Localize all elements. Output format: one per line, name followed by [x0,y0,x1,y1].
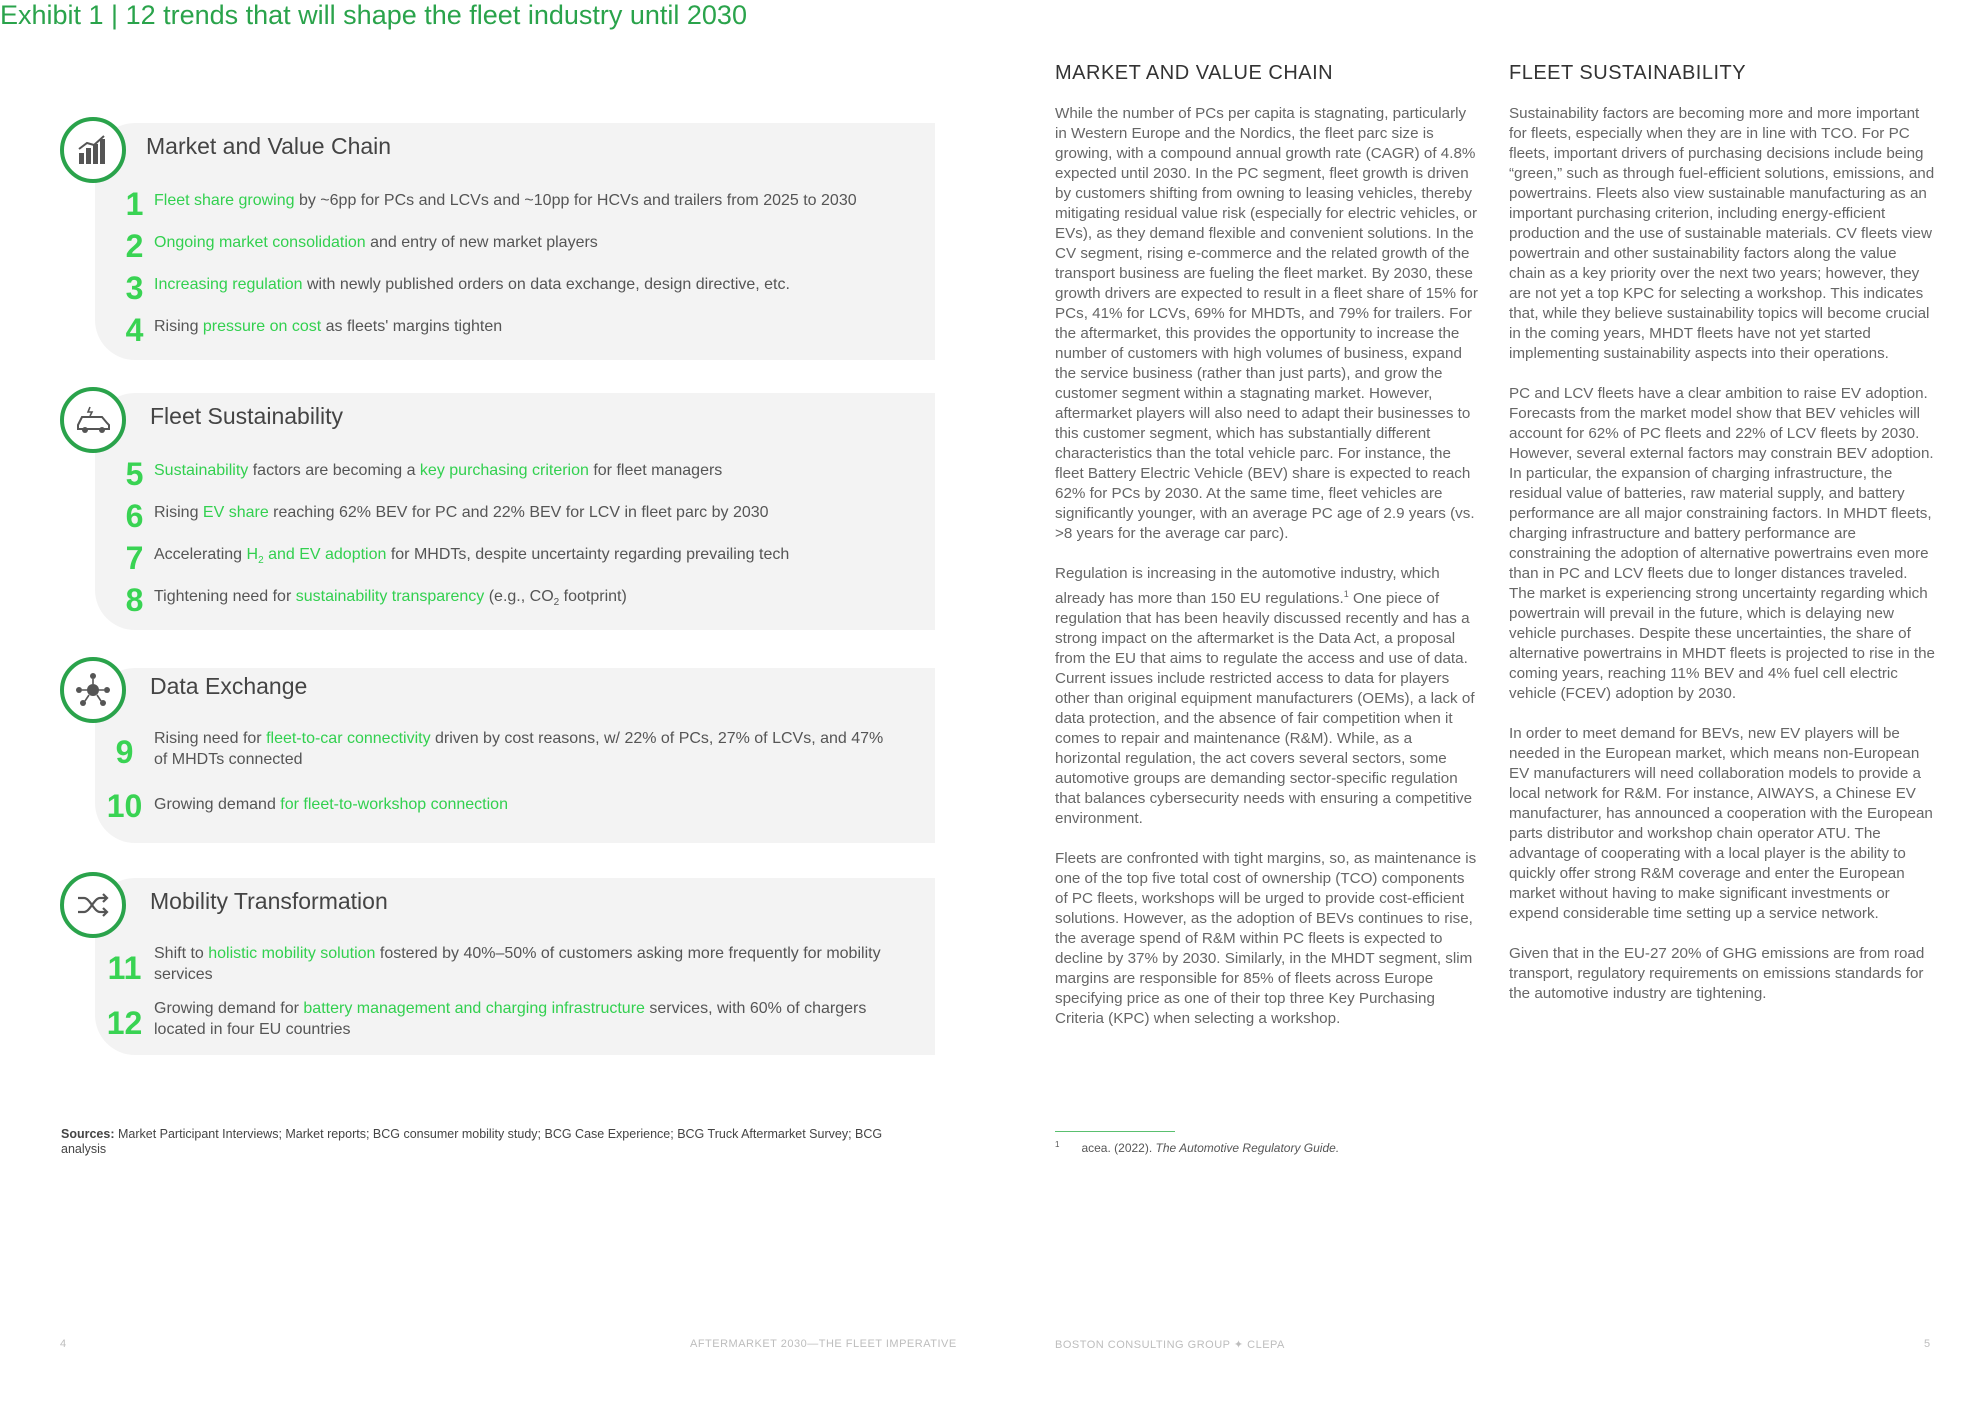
item-text: as fleets' margins tighten [321,318,503,335]
market-paragraph-2 [1055,564,1480,829]
item-highlight: Increasing regulation [154,276,303,293]
item-text-mid: factors are becoming a [248,462,420,479]
footnote-number: 1 [1055,1140,1060,1149]
footnote-italic: The Automotive Regulatory Guide. [1155,1141,1340,1155]
item-text-sub: 2 [553,597,560,609]
item-number: 1 [125,186,144,222]
footer-left-title: AFTERMARKET 2030—THE FLEET IMPERATIVE [690,1338,957,1350]
section-title-mobility: Mobility Transformation [150,888,388,914]
item-number: 11 [107,950,142,986]
item-highlight: Sustainability [154,462,249,479]
item-text: with newly published orders on data exchange, design directive, etc. [302,276,790,293]
item-highlight: Fleet share growing [154,192,295,209]
sustainability-paragraph-4: Given that in the EU-27 20% of GHG emissions are from road transport, regulatory requirements on emissions standards for the automotive industry are tightening. [1509,945,1925,1002]
list-item [62,728,884,772]
sustainability-paragraph-3: In order to meet demand for BEVs, new EV players will be needed in the European market, which means non-European EV manufacturers will need collaboration models to provide a local network for R&M. For instance, AIWAYS, a Chinese EV manufacturer, has announced a cooperation with the European parts distributor and workshop chain operator ATU. The advantage of cooperating with a local player is the ability to quickly offer strong R&M coverage and enter the European market without having to make significant investments or expend considerable time setting up a service network. [1509,725,1933,922]
item-number: 5 [125,456,144,492]
item-text-pre: Accelerating [154,546,247,563]
section-title-market: Market and Value Chain [146,133,392,159]
list-item [62,998,867,1042]
item-highlight: battery management and charging infrastructure [303,1000,645,1017]
market-paragraph-2b: One piece of regulation that has been heavily discussed recently and has a strong impact on the aftermarket is the Data Act, a proposal from the EU that aims to regulate the access and use of data. Current issues include restricted access to data for players other than original equipment manufacturers (OEMs), a lack of data protection, and the absence of fair competition when it comes to repair and maintenance (R&M). While, as a horizontal regulation, the act covers several sectors, some automotive groups are demanding sector-specific regulation that balances cybersecurity needs with ensuring a competitive environment. [1055,590,1475,828]
item-text-pre: Growing demand [154,796,281,813]
item-number: 3 [125,270,144,306]
item-text: services, with 60% of chargers located in four EU countries [154,1000,867,1038]
item-highlight: pressure on cost [202,318,322,335]
item-text-pre: Rising need for [154,730,267,747]
market-paragraph-2a: Regulation is increasing in the automotive industry, which already has more than 150 EU regulations. [1055,565,1440,608]
sustainability-column-body [1509,104,1937,1024]
item-text: fostered by 40%–50% of customers asking more frequently for mobility services [154,945,881,983]
item-highlight-sub: 2 [258,555,264,567]
item-highlight: H [246,546,259,563]
item-text-pre: Growing demand for [154,1000,304,1017]
exhibit-title: Exhibit 1 | 12 trends that will shape the fleet industry until 2030 [0,0,747,30]
sources-note [61,1127,921,1157]
item-number: 8 [125,582,144,618]
market-column-heading: MARKET AND VALUE CHAIN [1055,62,1334,84]
footnote-text: acea. (2022). [1081,1141,1156,1155]
item-highlight-b: and EV adoption [263,546,387,563]
network-icon [60,657,126,723]
item-text: for MHDTs, despite uncertainty regarding prevailing tech [386,546,790,563]
item-number: 12 [106,1005,143,1041]
footer-right-page-number: 5 [1924,1338,1931,1350]
footnote-ref: 1 [1343,589,1349,599]
item-highlight: sustainability transparency [295,588,485,605]
item-text-pre: Shift to [154,945,209,962]
footnote-divider [1055,1131,1175,1132]
item-highlight: Ongoing market consolidation [154,234,366,251]
item-highlight: for fleet-to-workshop connection [280,796,508,813]
item-text-b: footprint) [559,588,627,605]
electric-car-icon [60,387,126,453]
item-number: 4 [125,312,144,348]
item-number: 2 [125,228,144,264]
market-column-body [1055,104,1480,1049]
item-text-pre: Tightening need for [154,588,296,605]
item-text-pre: Rising [154,318,203,335]
item-text: and entry of new market players [365,234,598,251]
market-paragraph-3: Fleets are confronted with tight margins, so, as maintenance is one of the top five total cost of ownership (TCO) components of PC fleets, workshops will be urged to provide cost-efficient solutions. However, as the adoption of BEVs continues to rise, the average spend of R&M within PC fleets is expected to decline by 37% by 2030. Similarly, in the MHDT segment, slim margins are responsible for 85% of fleets across Europe specifying price as one of their top three Key Purchasing Criteria (KPC) when selecting a workshop. [1055,850,1477,1028]
item-highlight-2: key purchasing criterion [419,462,589,479]
sources-text: Market Participant Interviews; Market reports; BCG consumer mobility study; BCG Case Experience; BCG Truck Aftermarket Survey; BCG analysis [61,1127,883,1156]
item-text: reaching 62% BEV for PC and 22% BEV for LCV in fleet parc by 2030 [268,504,769,521]
sustainability-paragraph-2: PC and LCV fleets have a clear ambition to raise EV adoption. Forecasts from the market model show that BEV vehicles will account for 62% of PC fleets and 22% of LCV fleets by 2030. However, several external factors may constrain BEV adoption. In particular, the expansion of charging infrastructure, the residual value of batteries, raw material supply, and battery performance are all major constraining factors. In MHDT fleets, charging infrastructure and battery performance are constraining the adoption of alternative powertrains even more than in PC and LCV fleets due to longer distances traveled. The market is experiencing strong uncertainty regarding which powertrain will prevail in the future, which is delaying new vehicle purchases. Despite these uncertainties, the share of alternative powertrains in MHDT fleets is projected to rise in the coming years, reaching 11% BEV and 4% fuel cell electric vehicle (FCEV) adoption by 2030. [1509,385,1935,702]
sustainability-paragraph-1: Sustainability factors are becoming more and more important for fleets, especially when they are in line with TCO. For PC fleets, important drivers of purchasing decisions include being “green,” such as through fuel-efficient solutions, emissions, and powertrains. Fleets also view sustainable manufacturing as an important purchasing criterion, including energy-efficient production and the use of sustainable materials. CV fleets view powertrain and other sustainability factors along the value chain as a key priority over the next two years; however, they are not yet a top KPC for selecting a workshop. This indicates that, while they believe sustainability topics will become crucial in the coming years, MHDT fleets have not yet started implementing sustainability aspects into their operations. [1509,105,1935,362]
shuffle-icon [60,872,126,938]
item-text: by ~6pp for PCs and LCVs and ~10pp for HCVs and trailers from 2025 to 2030 [294,192,857,209]
section-title-sustainability: Fleet Sustainability [150,403,344,429]
item-highlight: holistic mobility solution [208,945,376,962]
list-item [62,943,881,987]
footer-right-title: BOSTON CONSULTING GROUP ✦ CLEPA [1055,1339,1285,1351]
item-text-pre: Rising [154,504,203,521]
footnote [1055,1140,1339,1155]
sustainability-column-heading: FLEET SUSTAINABILITY [1509,62,1747,84]
item-highlight: fleet-to-car connectivity [266,730,431,747]
item-highlight: EV share [202,504,269,521]
item-number: 6 [125,498,144,534]
sources-label: Sources: [61,1127,115,1141]
section-title-data-exchange: Data Exchange [150,673,308,699]
footer-left-page-number: 4 [60,1338,67,1350]
market-paragraph-1: While the number of PCs per capita is stagnating, particularly in Western Europe and the Nordics, the fleet parc size is growing, with a compound annual growth rate (CAGR) of 4.8% expected until 2030. In the PC segment, fleet growth is driven by customers shifting from owning to leasing vehicles, thereby mitigating residual value risk (especially for electric vehicles, or EVs), as they demand flexible and convenient solutions. In the CV segment, rising e-commerce and the related growth of the transport business are fueling the fleet market. By 2030, these growth drivers are expected to result in a fleet share of 15% for PCs, 41% for LCVs, 69% for MHDTs, and 79% for trailers. For the aftermarket, this provides the opportunity to increase the number of customers with high volumes of business, expand the service business (rather than just parts), and grow the customer segment within a stagnating market. However, aftermarket players will also need to adapt their businesses to this customer segment, which has substantially different characteristics than the total vehicle parc. For instance, the fleet Battery Electric Vehicle (BEV) share is expected to reach 62% for PCs by 2030. At the same time, fleet vehicles are significantly younger, with an average PC age of 2.9 years (vs. >8 years for the average car parc). [1055,105,1478,542]
item-number: 9 [115,734,134,770]
item-text: for fleet managers [588,462,723,479]
bar-chart-icon [60,117,126,183]
item-text: driven by cost reasons, w/ 22% of PCs, 27% of LCVs, and 47% of MHDTs connected [154,730,884,768]
item-number: 10 [106,788,143,824]
item-text: (e.g., CO [484,588,554,605]
item-number: 7 [125,540,144,576]
